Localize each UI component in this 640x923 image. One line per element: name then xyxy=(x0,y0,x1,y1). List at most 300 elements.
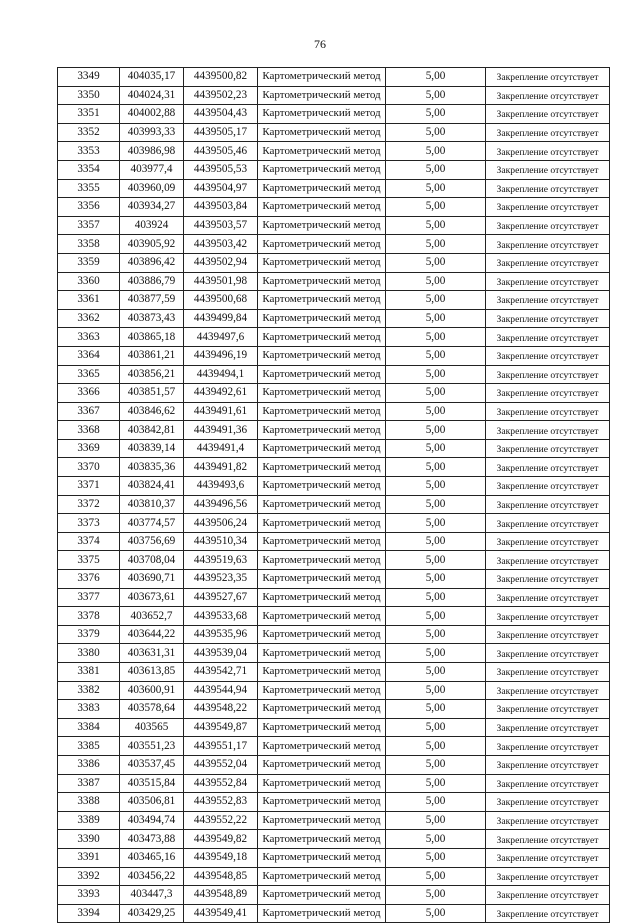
method-cell: Картометрический метод xyxy=(258,328,386,347)
accuracy-cell: 5,00 xyxy=(386,607,486,626)
accuracy-cell: 5,00 xyxy=(386,328,486,347)
fixing-description-cell: Закрепление отсутствует xyxy=(486,198,610,217)
fixing-description-cell: Закрепление отсутствует xyxy=(486,700,610,719)
point-number-cell: 3357 xyxy=(58,216,120,235)
method-cell: Картометрический метод xyxy=(258,421,386,440)
fixing-description-cell: Закрепление отсутствует xyxy=(486,216,610,235)
fixing-description-cell: Закрепление отсутствует xyxy=(486,105,610,124)
fixing-description-cell: Закрепление отсутствует xyxy=(486,811,610,830)
method-cell: Картометрический метод xyxy=(258,811,386,830)
method-cell: Картометрический метод xyxy=(258,272,386,291)
accuracy-cell: 5,00 xyxy=(386,123,486,142)
x-coordinate-cell: 403865,18 xyxy=(120,328,184,347)
table-row xyxy=(58,346,610,365)
accuracy-cell: 5,00 xyxy=(386,291,486,310)
y-coordinate-cell: 4439503,42 xyxy=(184,235,258,254)
point-number-cell: 3364 xyxy=(58,346,120,365)
accuracy-cell: 5,00 xyxy=(386,904,486,923)
x-coordinate-cell: 403565 xyxy=(120,718,184,737)
accuracy-cell: 5,00 xyxy=(386,681,486,700)
fixing-description-cell: Закрепление отсутствует xyxy=(486,495,610,514)
point-number-cell: 3355 xyxy=(58,179,120,198)
point-number-cell: 3360 xyxy=(58,272,120,291)
point-number-cell: 3378 xyxy=(58,607,120,626)
table-row xyxy=(58,644,610,663)
fixing-description-cell: Закрепление отсутствует xyxy=(486,588,610,607)
accuracy-cell: 5,00 xyxy=(386,458,486,477)
point-number-cell: 3386 xyxy=(58,755,120,774)
y-coordinate-cell: 4439548,85 xyxy=(184,867,258,886)
fixing-description-cell: Закрепление отсутствует xyxy=(486,830,610,849)
point-number-cell: 3366 xyxy=(58,384,120,403)
accuracy-cell: 5,00 xyxy=(386,105,486,124)
fixing-description-cell: Закрепление отсутствует xyxy=(486,328,610,347)
point-number-cell: 3381 xyxy=(58,663,120,682)
method-cell: Картометрический метод xyxy=(258,607,386,626)
fixing-description-cell: Закрепление отсутствует xyxy=(486,160,610,179)
point-number-cell: 3367 xyxy=(58,402,120,421)
fixing-description-cell: Закрепление отсутствует xyxy=(486,86,610,105)
point-number-cell: 3390 xyxy=(58,830,120,849)
y-coordinate-cell: 4439519,63 xyxy=(184,551,258,570)
y-coordinate-cell: 4439494,1 xyxy=(184,365,258,384)
point-number-cell: 3387 xyxy=(58,774,120,793)
accuracy-cell: 5,00 xyxy=(386,142,486,161)
y-coordinate-cell: 4439552,83 xyxy=(184,793,258,812)
x-coordinate-cell: 403896,42 xyxy=(120,253,184,272)
x-coordinate-cell: 403835,36 xyxy=(120,458,184,477)
x-coordinate-cell: 403673,61 xyxy=(120,588,184,607)
x-coordinate-cell: 403851,57 xyxy=(120,384,184,403)
y-coordinate-cell: 4439501,98 xyxy=(184,272,258,291)
y-coordinate-cell: 4439496,19 xyxy=(184,346,258,365)
accuracy-cell: 5,00 xyxy=(386,179,486,198)
fixing-description-cell: Закрепление отсутствует xyxy=(486,625,610,644)
point-number-cell: 3361 xyxy=(58,291,120,310)
accuracy-cell: 5,00 xyxy=(386,663,486,682)
table-row xyxy=(58,402,610,421)
fixing-description-cell: Закрепление отсутствует xyxy=(486,607,610,626)
table-row xyxy=(58,532,610,551)
fixing-description-cell: Закрепление отсутствует xyxy=(486,718,610,737)
method-cell: Картометрический метод xyxy=(258,830,386,849)
method-cell: Картометрический метод xyxy=(258,644,386,663)
method-cell: Картометрический метод xyxy=(258,718,386,737)
table-row xyxy=(58,774,610,793)
y-coordinate-cell: 4439549,82 xyxy=(184,830,258,849)
accuracy-cell: 5,00 xyxy=(386,86,486,105)
table-row xyxy=(58,421,610,440)
x-coordinate-cell: 403644,22 xyxy=(120,625,184,644)
y-coordinate-cell: 4439542,71 xyxy=(184,663,258,682)
method-cell: Картометрический метод xyxy=(258,867,386,886)
accuracy-cell: 5,00 xyxy=(386,495,486,514)
point-number-cell: 3379 xyxy=(58,625,120,644)
x-coordinate-cell: 403873,43 xyxy=(120,309,184,328)
table-row xyxy=(58,160,610,179)
y-coordinate-cell: 4439496,56 xyxy=(184,495,258,514)
fixing-description-cell: Закрепление отсутствует xyxy=(486,774,610,793)
y-coordinate-cell: 4439503,57 xyxy=(184,216,258,235)
method-cell: Картометрический метод xyxy=(258,755,386,774)
point-number-cell: 3362 xyxy=(58,309,120,328)
accuracy-cell: 5,00 xyxy=(386,216,486,235)
y-coordinate-cell: 4439551,17 xyxy=(184,737,258,756)
method-cell: Картометрический метод xyxy=(258,253,386,272)
fixing-description-cell: Закрепление отсутствует xyxy=(486,867,610,886)
fixing-description-cell: Закрепление отсутствует xyxy=(486,253,610,272)
x-coordinate-cell: 404002,88 xyxy=(120,105,184,124)
y-coordinate-cell: 4439552,04 xyxy=(184,755,258,774)
y-coordinate-cell: 4439549,18 xyxy=(184,848,258,867)
method-cell: Картометрический метод xyxy=(258,625,386,644)
x-coordinate-cell: 403447,3 xyxy=(120,886,184,905)
table-row xyxy=(58,755,610,774)
accuracy-cell: 5,00 xyxy=(386,514,486,533)
page-number: 76 xyxy=(314,37,326,51)
table-row xyxy=(58,477,610,496)
x-coordinate-cell: 403877,59 xyxy=(120,291,184,310)
coordinates-table-body xyxy=(58,68,610,923)
table-row xyxy=(58,625,610,644)
accuracy-cell: 5,00 xyxy=(386,570,486,589)
method-cell: Картометрический метод xyxy=(258,365,386,384)
method-cell: Картометрический метод xyxy=(258,216,386,235)
method-cell: Картометрический метод xyxy=(258,477,386,496)
point-number-cell: 3393 xyxy=(58,886,120,905)
y-coordinate-cell: 4439493,6 xyxy=(184,477,258,496)
y-coordinate-cell: 4439500,82 xyxy=(184,68,258,87)
method-cell: Картометрический метод xyxy=(258,495,386,514)
x-coordinate-cell: 403429,25 xyxy=(120,904,184,923)
table-row xyxy=(58,328,610,347)
x-coordinate-cell: 403934,27 xyxy=(120,198,184,217)
table-row xyxy=(58,830,610,849)
accuracy-cell: 5,00 xyxy=(386,886,486,905)
point-number-cell: 3382 xyxy=(58,681,120,700)
y-coordinate-cell: 4439504,97 xyxy=(184,179,258,198)
fixing-description-cell: Закрепление отсутствует xyxy=(486,272,610,291)
x-coordinate-cell: 403861,21 xyxy=(120,346,184,365)
y-coordinate-cell: 4439491,36 xyxy=(184,421,258,440)
x-coordinate-cell: 403631,31 xyxy=(120,644,184,663)
table-row xyxy=(58,793,610,812)
point-number-cell: 3369 xyxy=(58,439,120,458)
y-coordinate-cell: 4439523,35 xyxy=(184,570,258,589)
y-coordinate-cell: 4439505,53 xyxy=(184,160,258,179)
x-coordinate-cell: 403960,09 xyxy=(120,179,184,198)
x-coordinate-cell: 403886,79 xyxy=(120,272,184,291)
table-row xyxy=(58,123,610,142)
table-row xyxy=(58,384,610,403)
y-coordinate-cell: 4439491,82 xyxy=(184,458,258,477)
x-coordinate-cell: 403456,22 xyxy=(120,867,184,886)
table-row xyxy=(58,272,610,291)
x-coordinate-cell: 403465,16 xyxy=(120,848,184,867)
point-number-cell: 3383 xyxy=(58,700,120,719)
y-coordinate-cell: 4439497,6 xyxy=(184,328,258,347)
accuracy-cell: 5,00 xyxy=(386,625,486,644)
method-cell: Картометрический метод xyxy=(258,439,386,458)
accuracy-cell: 5,00 xyxy=(386,346,486,365)
x-coordinate-cell: 403839,14 xyxy=(120,439,184,458)
table-row xyxy=(58,216,610,235)
accuracy-cell: 5,00 xyxy=(386,718,486,737)
y-coordinate-cell: 4439552,84 xyxy=(184,774,258,793)
y-coordinate-cell: 4439535,96 xyxy=(184,625,258,644)
x-coordinate-cell: 403756,69 xyxy=(120,532,184,551)
y-coordinate-cell: 4439510,34 xyxy=(184,532,258,551)
point-number-cell: 3380 xyxy=(58,644,120,663)
accuracy-cell: 5,00 xyxy=(386,755,486,774)
fixing-description-cell: Закрепление отсутствует xyxy=(486,663,610,682)
method-cell: Картометрический метод xyxy=(258,346,386,365)
table-row xyxy=(58,365,610,384)
table-row xyxy=(58,198,610,217)
fixing-description-cell: Закрепление отсутствует xyxy=(486,346,610,365)
accuracy-cell: 5,00 xyxy=(386,737,486,756)
x-coordinate-cell: 403551,23 xyxy=(120,737,184,756)
method-cell: Картометрический метод xyxy=(258,123,386,142)
method-cell: Картометрический метод xyxy=(258,737,386,756)
accuracy-cell: 5,00 xyxy=(386,272,486,291)
fixing-description-cell: Закрепление отсутствует xyxy=(486,793,610,812)
table-row xyxy=(58,663,610,682)
table-row xyxy=(58,291,610,310)
table-row xyxy=(58,68,610,87)
table-row xyxy=(58,86,610,105)
table-row xyxy=(58,588,610,607)
method-cell: Картометрический метод xyxy=(258,551,386,570)
table-row xyxy=(58,681,610,700)
point-number-cell: 3384 xyxy=(58,718,120,737)
accuracy-cell: 5,00 xyxy=(386,551,486,570)
method-cell: Картометрический метод xyxy=(258,700,386,719)
fixing-description-cell: Закрепление отсутствует xyxy=(486,886,610,905)
table-row xyxy=(58,848,610,867)
point-number-cell: 3356 xyxy=(58,198,120,217)
method-cell: Картометрический метод xyxy=(258,291,386,310)
fixing-description-cell: Закрепление отсутствует xyxy=(486,179,610,198)
table-row xyxy=(58,458,610,477)
table-row xyxy=(58,551,610,570)
x-coordinate-cell: 403810,37 xyxy=(120,495,184,514)
accuracy-cell: 5,00 xyxy=(386,867,486,886)
coordinates-table xyxy=(57,67,610,923)
y-coordinate-cell: 4439533,68 xyxy=(184,607,258,626)
x-coordinate-cell: 403708,04 xyxy=(120,551,184,570)
y-coordinate-cell: 4439506,24 xyxy=(184,514,258,533)
point-number-cell: 3358 xyxy=(58,235,120,254)
y-coordinate-cell: 4439502,94 xyxy=(184,253,258,272)
point-number-cell: 3377 xyxy=(58,588,120,607)
accuracy-cell: 5,00 xyxy=(386,774,486,793)
method-cell: Картометрический метод xyxy=(258,105,386,124)
y-coordinate-cell: 4439500,68 xyxy=(184,291,258,310)
point-number-cell: 3371 xyxy=(58,477,120,496)
x-coordinate-cell: 403578,64 xyxy=(120,700,184,719)
method-cell: Картометрический метод xyxy=(258,886,386,905)
y-coordinate-cell: 4439491,4 xyxy=(184,439,258,458)
method-cell: Картометрический метод xyxy=(258,68,386,87)
y-coordinate-cell: 4439491,61 xyxy=(184,402,258,421)
fixing-description-cell: Закрепление отсутствует xyxy=(486,309,610,328)
method-cell: Картометрический метод xyxy=(258,793,386,812)
method-cell: Картометрический метод xyxy=(258,179,386,198)
y-coordinate-cell: 4439548,22 xyxy=(184,700,258,719)
y-coordinate-cell: 4439499,84 xyxy=(184,309,258,328)
point-number-cell: 3370 xyxy=(58,458,120,477)
x-coordinate-cell: 403473,88 xyxy=(120,830,184,849)
y-coordinate-cell: 4439549,87 xyxy=(184,718,258,737)
method-cell: Картометрический метод xyxy=(258,904,386,923)
accuracy-cell: 5,00 xyxy=(386,235,486,254)
y-coordinate-cell: 4439504,43 xyxy=(184,105,258,124)
x-coordinate-cell: 403993,33 xyxy=(120,123,184,142)
point-number-cell: 3353 xyxy=(58,142,120,161)
table-row xyxy=(58,607,610,626)
point-number-cell: 3388 xyxy=(58,793,120,812)
point-number-cell: 3352 xyxy=(58,123,120,142)
x-coordinate-cell: 403494,74 xyxy=(120,811,184,830)
x-coordinate-cell: 403824,41 xyxy=(120,477,184,496)
method-cell: Картометрический метод xyxy=(258,774,386,793)
point-number-cell: 3391 xyxy=(58,848,120,867)
x-coordinate-cell: 403977,4 xyxy=(120,160,184,179)
method-cell: Картометрический метод xyxy=(258,663,386,682)
accuracy-cell: 5,00 xyxy=(386,402,486,421)
fixing-description-cell: Закрепление отсутствует xyxy=(486,365,610,384)
fixing-description-cell: Закрепление отсутствует xyxy=(486,123,610,142)
accuracy-cell: 5,00 xyxy=(386,439,486,458)
table-row xyxy=(58,570,610,589)
accuracy-cell: 5,00 xyxy=(386,365,486,384)
table-row xyxy=(58,142,610,161)
point-number-cell: 3376 xyxy=(58,570,120,589)
point-number-cell: 3389 xyxy=(58,811,120,830)
accuracy-cell: 5,00 xyxy=(386,811,486,830)
x-coordinate-cell: 403515,84 xyxy=(120,774,184,793)
accuracy-cell: 5,00 xyxy=(386,532,486,551)
x-coordinate-cell: 403856,21 xyxy=(120,365,184,384)
x-coordinate-cell: 403600,91 xyxy=(120,681,184,700)
table-row xyxy=(58,904,610,923)
fixing-description-cell: Закрепление отсутствует xyxy=(486,458,610,477)
point-number-cell: 3394 xyxy=(58,904,120,923)
method-cell: Картометрический метод xyxy=(258,532,386,551)
point-number-cell: 3354 xyxy=(58,160,120,179)
table-row xyxy=(58,439,610,458)
x-coordinate-cell: 403537,45 xyxy=(120,755,184,774)
method-cell: Картометрический метод xyxy=(258,384,386,403)
method-cell: Картометрический метод xyxy=(258,235,386,254)
point-number-cell: 3351 xyxy=(58,105,120,124)
y-coordinate-cell: 4439539,04 xyxy=(184,644,258,663)
table-row xyxy=(58,253,610,272)
method-cell: Картометрический метод xyxy=(258,458,386,477)
accuracy-cell: 5,00 xyxy=(386,477,486,496)
point-number-cell: 3373 xyxy=(58,514,120,533)
accuracy-cell: 5,00 xyxy=(386,309,486,328)
y-coordinate-cell: 4439502,23 xyxy=(184,86,258,105)
fixing-description-cell: Закрепление отсутствует xyxy=(486,532,610,551)
y-coordinate-cell: 4439552,22 xyxy=(184,811,258,830)
table-row xyxy=(58,179,610,198)
accuracy-cell: 5,00 xyxy=(386,588,486,607)
table-row xyxy=(58,737,610,756)
table-row xyxy=(58,514,610,533)
x-coordinate-cell: 403905,92 xyxy=(120,235,184,254)
y-coordinate-cell: 4439505,17 xyxy=(184,123,258,142)
table-row xyxy=(58,235,610,254)
method-cell: Картометрический метод xyxy=(258,198,386,217)
method-cell: Картометрический метод xyxy=(258,588,386,607)
fixing-description-cell: Закрепление отсутствует xyxy=(486,291,610,310)
accuracy-cell: 5,00 xyxy=(386,68,486,87)
x-coordinate-cell: 403846,62 xyxy=(120,402,184,421)
x-coordinate-cell: 403842,81 xyxy=(120,421,184,440)
method-cell: Картометрический метод xyxy=(258,681,386,700)
fixing-description-cell: Закрепление отсутствует xyxy=(486,904,610,923)
point-number-cell: 3365 xyxy=(58,365,120,384)
accuracy-cell: 5,00 xyxy=(386,384,486,403)
point-number-cell: 3392 xyxy=(58,867,120,886)
accuracy-cell: 5,00 xyxy=(386,253,486,272)
fixing-description-cell: Закрепление отсутствует xyxy=(486,235,610,254)
fixing-description-cell: Закрепление отсутствует xyxy=(486,551,610,570)
x-coordinate-cell: 403774,57 xyxy=(120,514,184,533)
fixing-description-cell: Закрепление отсутствует xyxy=(486,514,610,533)
table-row xyxy=(58,811,610,830)
point-number-cell: 3363 xyxy=(58,328,120,347)
fixing-description-cell: Закрепление отсутствует xyxy=(486,737,610,756)
point-number-cell: 3374 xyxy=(58,532,120,551)
table-row xyxy=(58,886,610,905)
fixing-description-cell: Закрепление отсутствует xyxy=(486,848,610,867)
point-number-cell: 3372 xyxy=(58,495,120,514)
method-cell: Картометрический метод xyxy=(258,402,386,421)
y-coordinate-cell: 4439549,41 xyxy=(184,904,258,923)
fixing-description-cell: Закрепление отсутствует xyxy=(486,644,610,663)
x-coordinate-cell: 403986,98 xyxy=(120,142,184,161)
accuracy-cell: 5,00 xyxy=(386,421,486,440)
method-cell: Картометрический метод xyxy=(258,570,386,589)
accuracy-cell: 5,00 xyxy=(386,830,486,849)
fixing-description-cell: Закрепление отсутствует xyxy=(486,570,610,589)
method-cell: Картометрический метод xyxy=(258,86,386,105)
y-coordinate-cell: 4439544,94 xyxy=(184,681,258,700)
x-coordinate-cell: 404024,31 xyxy=(120,86,184,105)
table-row xyxy=(58,718,610,737)
x-coordinate-cell: 403613,85 xyxy=(120,663,184,682)
accuracy-cell: 5,00 xyxy=(386,848,486,867)
method-cell: Картометрический метод xyxy=(258,514,386,533)
y-coordinate-cell: 4439503,84 xyxy=(184,198,258,217)
accuracy-cell: 5,00 xyxy=(386,793,486,812)
x-coordinate-cell: 403924 xyxy=(120,216,184,235)
accuracy-cell: 5,00 xyxy=(386,644,486,663)
y-coordinate-cell: 4439548,89 xyxy=(184,886,258,905)
point-number-cell: 3359 xyxy=(58,253,120,272)
x-coordinate-cell: 404035,17 xyxy=(120,68,184,87)
fixing-description-cell: Закрепление отсутствует xyxy=(486,755,610,774)
point-number-cell: 3349 xyxy=(58,68,120,87)
accuracy-cell: 5,00 xyxy=(386,160,486,179)
y-coordinate-cell: 4439505,46 xyxy=(184,142,258,161)
fixing-description-cell: Закрепление отсутствует xyxy=(486,421,610,440)
fixing-description-cell: Закрепление отсутствует xyxy=(486,439,610,458)
method-cell: Картометрический метод xyxy=(258,160,386,179)
